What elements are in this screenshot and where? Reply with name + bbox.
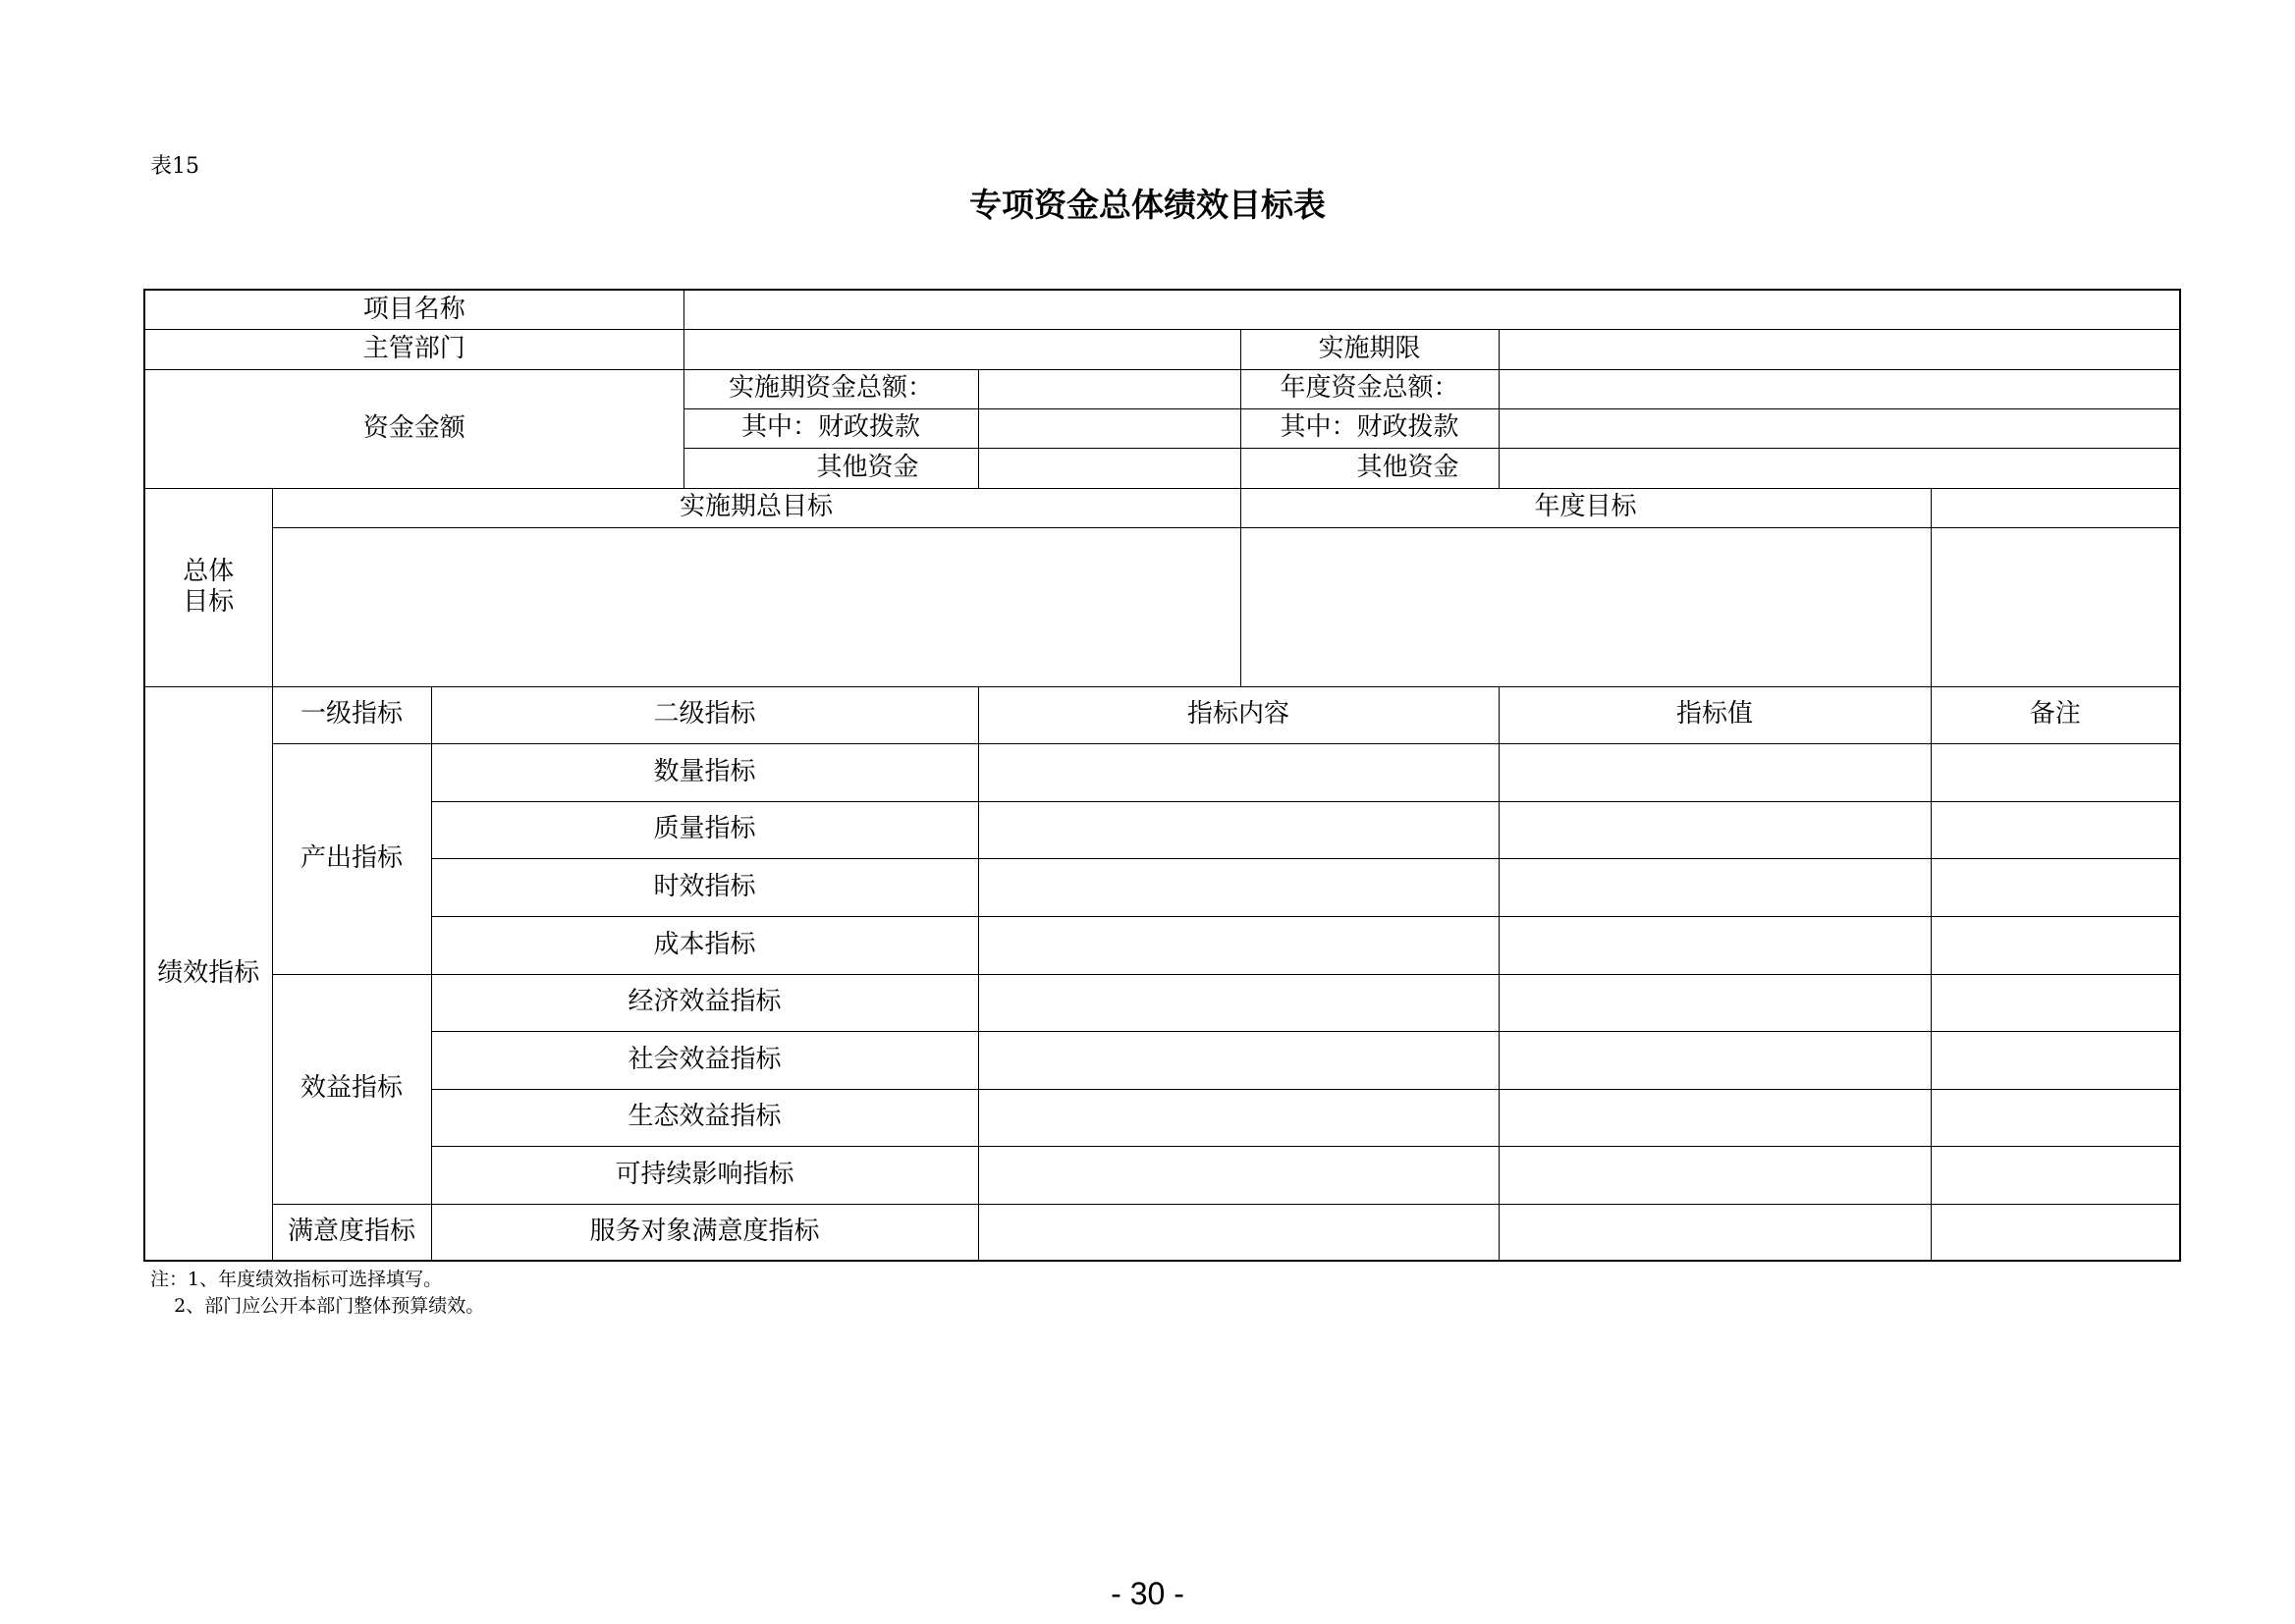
page-title: 专项资金总体绩效目标表	[969, 186, 1326, 224]
benefit-indicators-group: 效益指标	[272, 974, 431, 1204]
row-indicator-headers	[144, 686, 2180, 743]
indicator-name: 质量指标	[431, 801, 978, 858]
row-funding-total	[144, 369, 2180, 408]
indicator-remark-cell[interactable]	[1931, 1146, 2180, 1204]
indicator-value-cell[interactable]	[1499, 916, 1931, 974]
goal-extra-content[interactable]	[1931, 527, 2180, 686]
table-row	[144, 974, 2180, 1031]
satisfaction-indicators-group: 满意度指标	[272, 1204, 431, 1261]
indicator-name: 时效指标	[431, 858, 978, 916]
indicator-value-cell[interactable]	[1499, 1089, 1931, 1146]
overall-goal-label: 总体目标	[144, 488, 272, 686]
table-row	[144, 743, 2180, 801]
indicator-remark-cell[interactable]	[1931, 1031, 2180, 1089]
indicator-content-cell[interactable]	[978, 801, 1499, 858]
annual-total-label: 年度资金总额：	[1240, 369, 1499, 408]
indicator-content-cell[interactable]	[978, 974, 1499, 1031]
indicator-value-cell[interactable]	[1499, 1204, 1931, 1261]
indicator-content-cell[interactable]	[978, 1031, 1499, 1089]
indicator-name: 成本指标	[431, 916, 978, 974]
period-goal-content[interactable]	[272, 527, 1240, 686]
period-value[interactable]	[1499, 329, 2180, 369]
indicator-content-cell[interactable]	[978, 858, 1499, 916]
annual-goal-header: 年度目标	[1240, 488, 1931, 527]
indicator-remark-cell[interactable]	[1931, 743, 2180, 801]
indicator-content-cell[interactable]	[978, 743, 1499, 801]
indicator-name: 经济效益指标	[431, 974, 978, 1031]
annual-other-value[interactable]	[1499, 448, 2180, 488]
table-row	[144, 1031, 2180, 1089]
period-fiscal-label: 其中：财政拨款	[683, 408, 978, 448]
annual-total-value[interactable]	[1499, 369, 2180, 408]
indicator-content-cell[interactable]	[978, 1089, 1499, 1146]
row-goal-headers	[144, 488, 2180, 527]
funding-label: 资金金额	[144, 369, 683, 488]
indicator-value-cell[interactable]	[1499, 974, 1931, 1031]
period-label: 实施期限	[1240, 329, 1499, 369]
table-row	[144, 1146, 2180, 1204]
annual-other-label: 其他资金	[1240, 448, 1499, 488]
indicator-remark-cell[interactable]	[1931, 1089, 2180, 1146]
indicator-content-cell[interactable]	[978, 916, 1499, 974]
indicator-remark-cell[interactable]	[1931, 858, 2180, 916]
indicator-value-cell[interactable]	[1499, 743, 1931, 801]
department-label: 主管部门	[144, 329, 683, 369]
period-other-label: 其他资金	[683, 448, 978, 488]
indicator-value-cell[interactable]	[1499, 1146, 1931, 1204]
period-fiscal-value[interactable]	[978, 408, 1240, 448]
period-total-value[interactable]	[978, 369, 1240, 408]
footnotes	[150, 1267, 484, 1320]
row-project-name	[144, 290, 2180, 329]
note-1: 注：1、年度绩效指标可选择填写。	[150, 1269, 443, 1290]
performance-goal-table	[143, 289, 2181, 1262]
indicator-name: 数量指标	[431, 743, 978, 801]
header-remark: 备注	[1931, 686, 2180, 743]
performance-indicators-label: 绩效指标	[144, 686, 272, 1261]
table-row	[144, 1204, 2180, 1261]
project-name-value[interactable]	[683, 290, 2180, 329]
annual-fiscal-label: 其中：财政拨款	[1240, 408, 1499, 448]
indicator-value-cell[interactable]	[1499, 1031, 1931, 1089]
table-row	[144, 858, 2180, 916]
output-indicators-group: 产出指标	[272, 743, 431, 974]
indicator-remark-cell[interactable]	[1931, 974, 2180, 1031]
table-row	[144, 916, 2180, 974]
table-row	[144, 1089, 2180, 1146]
indicator-remark-cell[interactable]	[1931, 801, 2180, 858]
indicator-value-cell[interactable]	[1499, 858, 1931, 916]
period-other-value[interactable]	[978, 448, 1240, 488]
indicator-name: 生态效益指标	[431, 1089, 978, 1146]
goal-extra-header	[1931, 488, 2180, 527]
header-level1: 一级指标	[272, 686, 431, 743]
period-goal-header: 实施期总目标	[272, 488, 1240, 527]
indicator-name: 服务对象满意度指标	[431, 1204, 978, 1261]
table-row	[144, 801, 2180, 858]
project-name-label: 项目名称	[144, 290, 683, 329]
header-value: 指标值	[1499, 686, 1931, 743]
indicator-content-cell[interactable]	[978, 1146, 1499, 1204]
table-label: 表15	[150, 154, 199, 179]
row-goal-content	[144, 527, 2180, 686]
header-content: 指标内容	[978, 686, 1499, 743]
indicator-value-cell[interactable]	[1499, 801, 1931, 858]
annual-goal-content[interactable]	[1240, 527, 1931, 686]
indicator-name: 社会效益指标	[431, 1031, 978, 1089]
indicator-remark-cell[interactable]	[1931, 916, 2180, 974]
department-value[interactable]	[683, 329, 1240, 369]
annual-fiscal-value[interactable]	[1499, 408, 2180, 448]
page-number: - 30 -	[1111, 1576, 1184, 1611]
indicator-name: 可持续影响指标	[431, 1146, 978, 1204]
note-2: 2、部门应公开本部门整体预算绩效。	[150, 1295, 485, 1317]
indicator-content-cell[interactable]	[978, 1204, 1499, 1261]
period-total-label: 实施期资金总额：	[683, 369, 978, 408]
indicator-remark-cell[interactable]	[1931, 1204, 2180, 1261]
header-level2: 二级指标	[431, 686, 978, 743]
row-department	[144, 329, 2180, 369]
